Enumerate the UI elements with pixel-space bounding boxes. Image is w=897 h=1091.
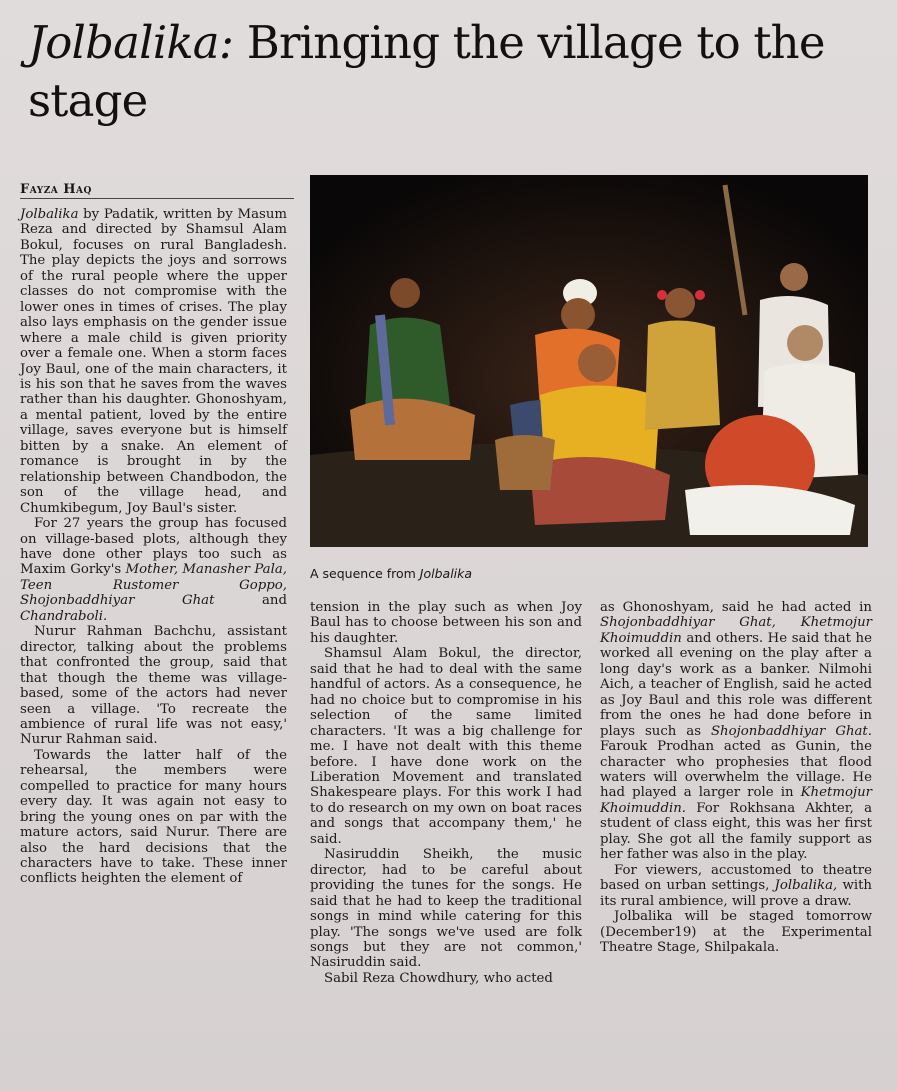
play-titles: Mother, Manasher Pala, Teen Rustomer Goppo, Shojonbaddhiyar Ghat <box>20 562 287 609</box>
paragraph-text: For viewers, accustomed to theatre based on urban settings, <box>600 862 872 894</box>
paragraph-text: and <box>214 593 287 609</box>
headline-text: Bringing the village to the stage <box>28 16 825 127</box>
byline: Fayza Haq <box>20 182 92 197</box>
paragraph <box>600 600 872 863</box>
paragraph: tension in the play such as when Joy Baul has to choose between his son and his daughter. <box>310 600 582 646</box>
paragraph: Jolbalika will be staged tomorrow (December19) at the Experimental Theatre Stage, Shilpakala. <box>600 909 872 955</box>
paragraph-text: by Padatik, written by Masum Reza and directed by Shamsul Alam Bokul, focuses on rural Bangladesh. The play depicts the joys and sorrows of the rural people where the upper classes do not compromise with the lower ones in times of crises. The play also lays emphasis on the gender issue where a male child is given priority over a female one. When a storm faces Joy Baul, one of the main characters, it is his son that he saves from the waves rather than his daughter. Ghonoshyam, a mental patient, loved by the entire village, saves everyone but is himself bitten by a snake. An element of romance is brought in by the relationship between Chandbodon, the son of the village head, and Chumkibegum, Joy Baul's sister. <box>20 207 287 516</box>
paragraph-text: Farouk Prodhan acted as Gunin, the character who prophesies that flood waters will overwhelm the village. He had played a larger role in <box>600 739 872 801</box>
photo-caption <box>310 566 472 581</box>
paragraph-text: For 27 years the group has focused on village-based plots, although they have done other plays too such as Maxim Gorky's <box>20 516 287 578</box>
play-title: Khetmojur Khoimuddin. <box>600 785 872 816</box>
byline-rule <box>20 198 294 199</box>
paragraph <box>600 863 872 909</box>
headline <box>28 14 878 130</box>
article-column-3 <box>600 600 872 955</box>
headline-play-title: Jolbalika: <box>28 16 234 69</box>
paragraph-text: For Rokhsana Akhter, a student of class eight, this was her first play. She got all the family support as her father was also in the play. <box>600 800 872 863</box>
play-title: Shojonbaddhiyar Ghat. <box>710 723 873 739</box>
paragraph-text: as Ghonoshyam, said he had acted in <box>600 600 872 615</box>
caption-prefix: A sequence from <box>310 566 420 581</box>
paragraph <box>20 516 287 624</box>
play-title: Jolbalika <box>20 207 79 222</box>
caption-play-title: Jolbalika <box>419 566 473 581</box>
stage-photo-illustration <box>310 175 868 547</box>
play-title: Chandraboli. <box>20 608 108 624</box>
paragraph: Shamsul Alam Bokul, the director, said that he had to deal with the same handful of actors. As a consequence, he had no choice but to compromise in his selection of the same limited characters. 'It was a big challenge for me. I have not dealt with this theme before. I have done work on the Liberation Movement and translated Shakespeare plays. For this work I had to do research on my own on boat races and songs that accompany them,' he said. <box>310 646 582 847</box>
paragraph <box>20 207 287 516</box>
play-titles: Shojonbaddhiyar Ghat, Khetmojur Khoimuddin <box>600 615 872 646</box>
article-column-1 <box>20 207 287 887</box>
paragraph: Nasiruddin Sheikh, the music director, had to be careful about providing the tunes for the songs. He said that he had to keep the traditional songs in mind while catering for this play. 'The songs we've used are folk songs but they are not common,' Nasiruddin said. <box>310 847 582 971</box>
paragraph: Nurur Rahman Bachchu, assistant director, talking about the problems that confronted the group, said that that though the theme was village-based, some of the actors had never seen a village. 'To recreate the ambience of rural life was not easy,' Nurur Rahman said. <box>20 624 287 748</box>
play-title: Jolbalika, <box>774 878 838 894</box>
article-column-2 <box>310 600 582 986</box>
paragraph-text: and others. He said that he worked all evening on the play after a long day's work as a banker. Nilmohi Aich, a teacher of English, said he acted as Joy Baul and this role was different from the ones he had done before in plays such as <box>600 630 872 739</box>
stage-photo <box>310 175 868 547</box>
paragraph: Towards the latter half of the rehearsal, the members were compelled to practice for many hours every day. It was again not easy to bring the young ones on par with the mature actors, said Nurur. There are also the hard decisions that the characters have to take. These inner conflicts heighten the element of <box>20 747 287 887</box>
paragraph: Sabil Reza Chowdhury, who acted <box>324 970 553 986</box>
paragraph-text: with its rural ambience, will prove a draw. <box>600 878 872 909</box>
